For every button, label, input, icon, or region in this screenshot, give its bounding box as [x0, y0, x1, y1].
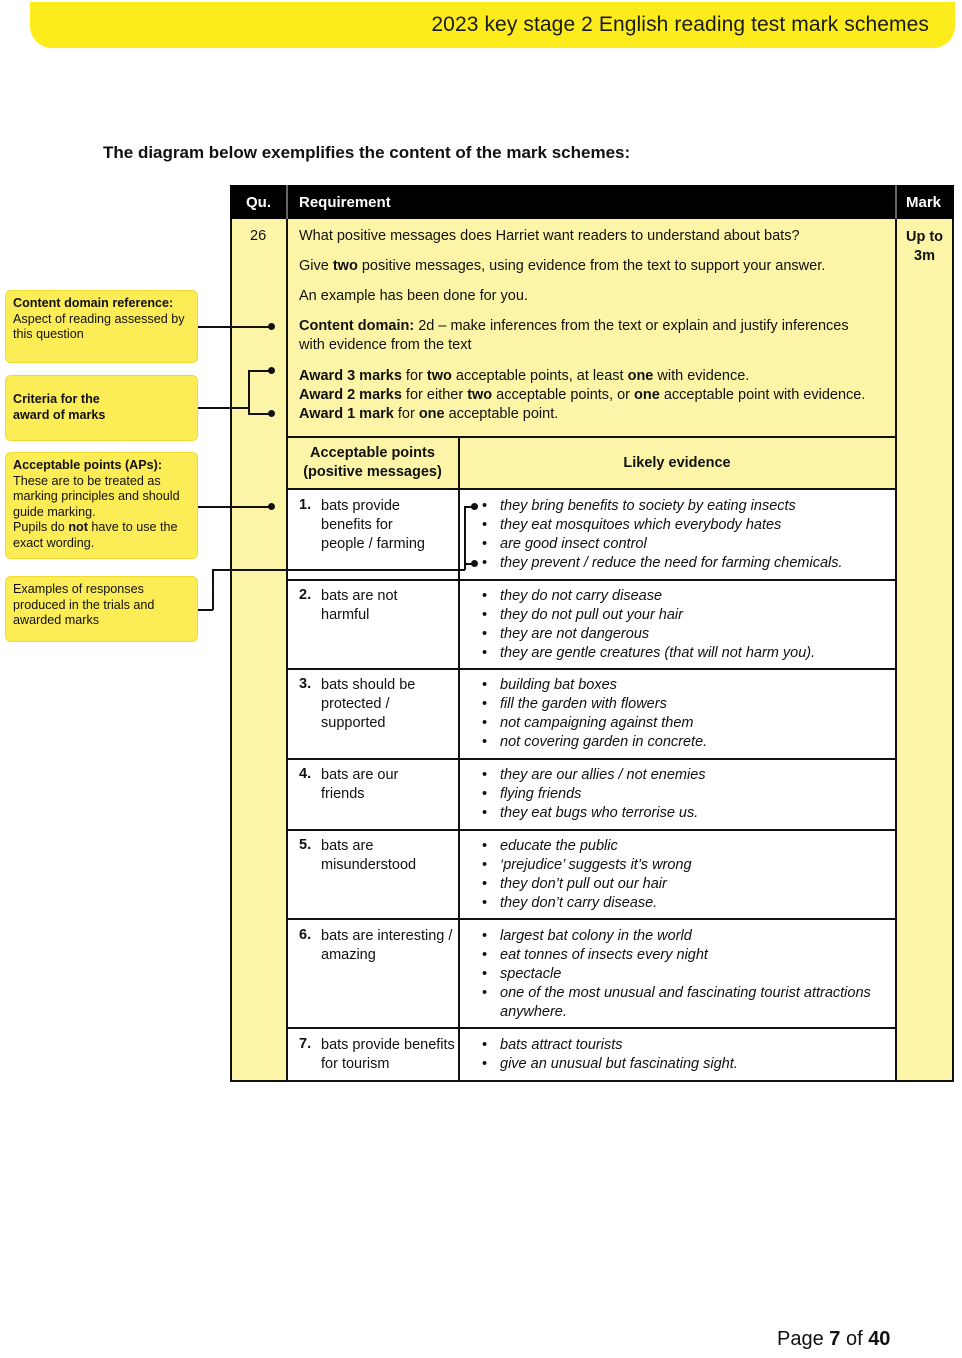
header-divider: [895, 185, 897, 219]
col-requirement-header: Requirement: [299, 194, 391, 211]
example-note: An example has been done for you.: [299, 288, 528, 304]
row-divider: [287, 918, 896, 920]
evidence-item: • fill the garden with flowers: [482, 695, 887, 714]
ap-number: 5.: [299, 837, 312, 853]
ap-text: bats are not harmful: [321, 588, 398, 623]
mark-column-line: [895, 219, 897, 1081]
evidence-item: • bats attract tourists: [482, 1036, 887, 1055]
row-divider: [287, 829, 896, 831]
connector-line: [212, 569, 214, 610]
evidence-item: • one of the most unusual and fascinating tourist attractions anywhere.: [482, 984, 887, 1022]
col-qu-header: Qu.: [246, 194, 271, 211]
row-divider: [287, 488, 896, 490]
row-divider: [287, 1027, 896, 1029]
table-header-row: [230, 185, 954, 219]
evidence-item: • not campaigning against them: [482, 714, 887, 733]
ap-number: 1.: [299, 497, 312, 513]
ap-text: bats are interesting / amazing: [321, 928, 453, 963]
evidence-item: • are good insect control: [482, 535, 887, 554]
evidence-item: • largest bat colony in the world: [482, 927, 887, 946]
evidence-item: • they eat bugs who terrorise us.: [482, 804, 887, 823]
evidence-item: • educate the public: [482, 837, 887, 856]
evidence-item: • they prevent / reduce the need for farming chemicals.: [482, 554, 887, 573]
col-mark-header: Mark: [906, 194, 942, 211]
question-number: 26: [250, 228, 267, 244]
connector-dot: [268, 410, 275, 417]
connector-line: [198, 506, 271, 508]
row-divider: [287, 436, 896, 438]
ap-text: bats provide benefits for people / farming: [321, 498, 425, 552]
header-banner: [30, 2, 955, 48]
evidence-item: • they bring benefits to society by eating insects: [482, 497, 887, 516]
evidence-list: [482, 587, 887, 663]
row-divider: [287, 668, 896, 670]
evidence-list: [482, 676, 887, 752]
evidence-item: • ‘prejudice’ suggests it’s wrong: [482, 856, 887, 875]
connector-line: [198, 326, 271, 328]
connector-line: [464, 506, 466, 570]
evidence-item: • they do not pull out your hair: [482, 606, 887, 625]
ap-number: 3.: [299, 676, 312, 692]
document-title: 2023 key stage 2 English reading test mark schemes: [431, 13, 929, 36]
connector-dot: [268, 503, 275, 510]
evidence-item: • they are gentle creatures (that will not harm you).: [482, 644, 887, 663]
ap-text: bats should be protected / supported: [321, 677, 416, 731]
evidence-list: [482, 837, 887, 913]
connector-line: [198, 407, 249, 409]
award-criteria: Award 3 marks for two acceptable points, at least one with evidence. Award 2 marks for either two acceptable points, or one acceptable point with evidence. Award 1 mark for one acceptable point.: [299, 368, 866, 422]
evidence-list: [482, 927, 887, 1022]
question-text: What positive messages does Harriet want readers to understand about bats?: [299, 228, 800, 244]
evidence-list: [482, 497, 887, 573]
evidence-item: • eat tonnes of insects every night: [482, 946, 887, 965]
evidence-item: • they eat mosquitoes which everybody hates: [482, 516, 887, 535]
evidence-item: • they are not dangerous: [482, 625, 887, 644]
evidence-list: [482, 766, 887, 823]
content-domain: Content domain: 2d – make inferences from the text or explain and justify inferences with evidence from the text: [299, 318, 849, 353]
annotation-content-domain: Content domain reference: Aspect of reading assessed by this question: [5, 290, 198, 363]
connector-dot: [268, 323, 275, 330]
qu-column-line: [286, 219, 288, 1081]
ap-number: 6.: [299, 927, 312, 943]
annotation-examples: Examples of responses produced in the trials and awarded marks: [5, 576, 198, 642]
evidence-item: • flying friends: [482, 785, 887, 804]
connector-line: [248, 370, 250, 414]
connector-dot: [268, 367, 275, 374]
ap-number: 2.: [299, 587, 312, 603]
mark-value: [897, 228, 952, 266]
evidence-list: [482, 1036, 887, 1074]
evidence-item: • they are our allies / not enemies: [482, 766, 887, 785]
row-divider: [287, 579, 896, 581]
row-divider: [287, 758, 896, 760]
ap-text: bats are our friends: [321, 767, 399, 802]
intro-heading: The diagram below exemplifies the content of the mark schemes:: [103, 143, 631, 162]
mark-line-1: Up to: [905, 229, 944, 245]
likely-evidence-header: Likely evidence: [623, 455, 731, 471]
evidence-item: • spectacle: [482, 965, 887, 984]
annotation-criteria: Criteria for the award of marks: [5, 375, 198, 441]
connector-line: [212, 569, 465, 571]
annotation-acceptable-points: Acceptable points (APs): These are to be treated as marking principles and should guide marking. Pupils do not have to use the exact wording.: [5, 452, 198, 559]
page-number: Page 7 of 40: [777, 1328, 891, 1350]
evidence-item: • they do not carry disease: [482, 587, 887, 606]
connector-dot: [471, 560, 478, 567]
acceptable-points-header: Acceptable points (positive messages): [303, 445, 442, 480]
mark-line-2: 3m: [914, 248, 935, 264]
ap-number: 7.: [299, 1036, 312, 1052]
instruction-text: Give two positive messages, using evidence from the text to support your answer.: [299, 258, 826, 274]
evidence-item: • they don’t carry disease.: [482, 894, 887, 913]
connector-dot: [471, 503, 478, 510]
header-divider: [286, 185, 288, 219]
evidence-item: • not covering garden in concrete.: [482, 733, 887, 752]
evidence-item: • they don’t pull out our hair: [482, 875, 887, 894]
evidence-item: • building bat boxes: [482, 676, 887, 695]
evidence-item: • give an unusual but fascinating sight.: [482, 1055, 887, 1074]
ap-text: bats provide benefits for tourism: [321, 1037, 455, 1072]
ap-number: 4.: [299, 766, 312, 782]
connector-line: [198, 609, 213, 611]
ap-text: bats are misunderstood: [321, 838, 417, 873]
